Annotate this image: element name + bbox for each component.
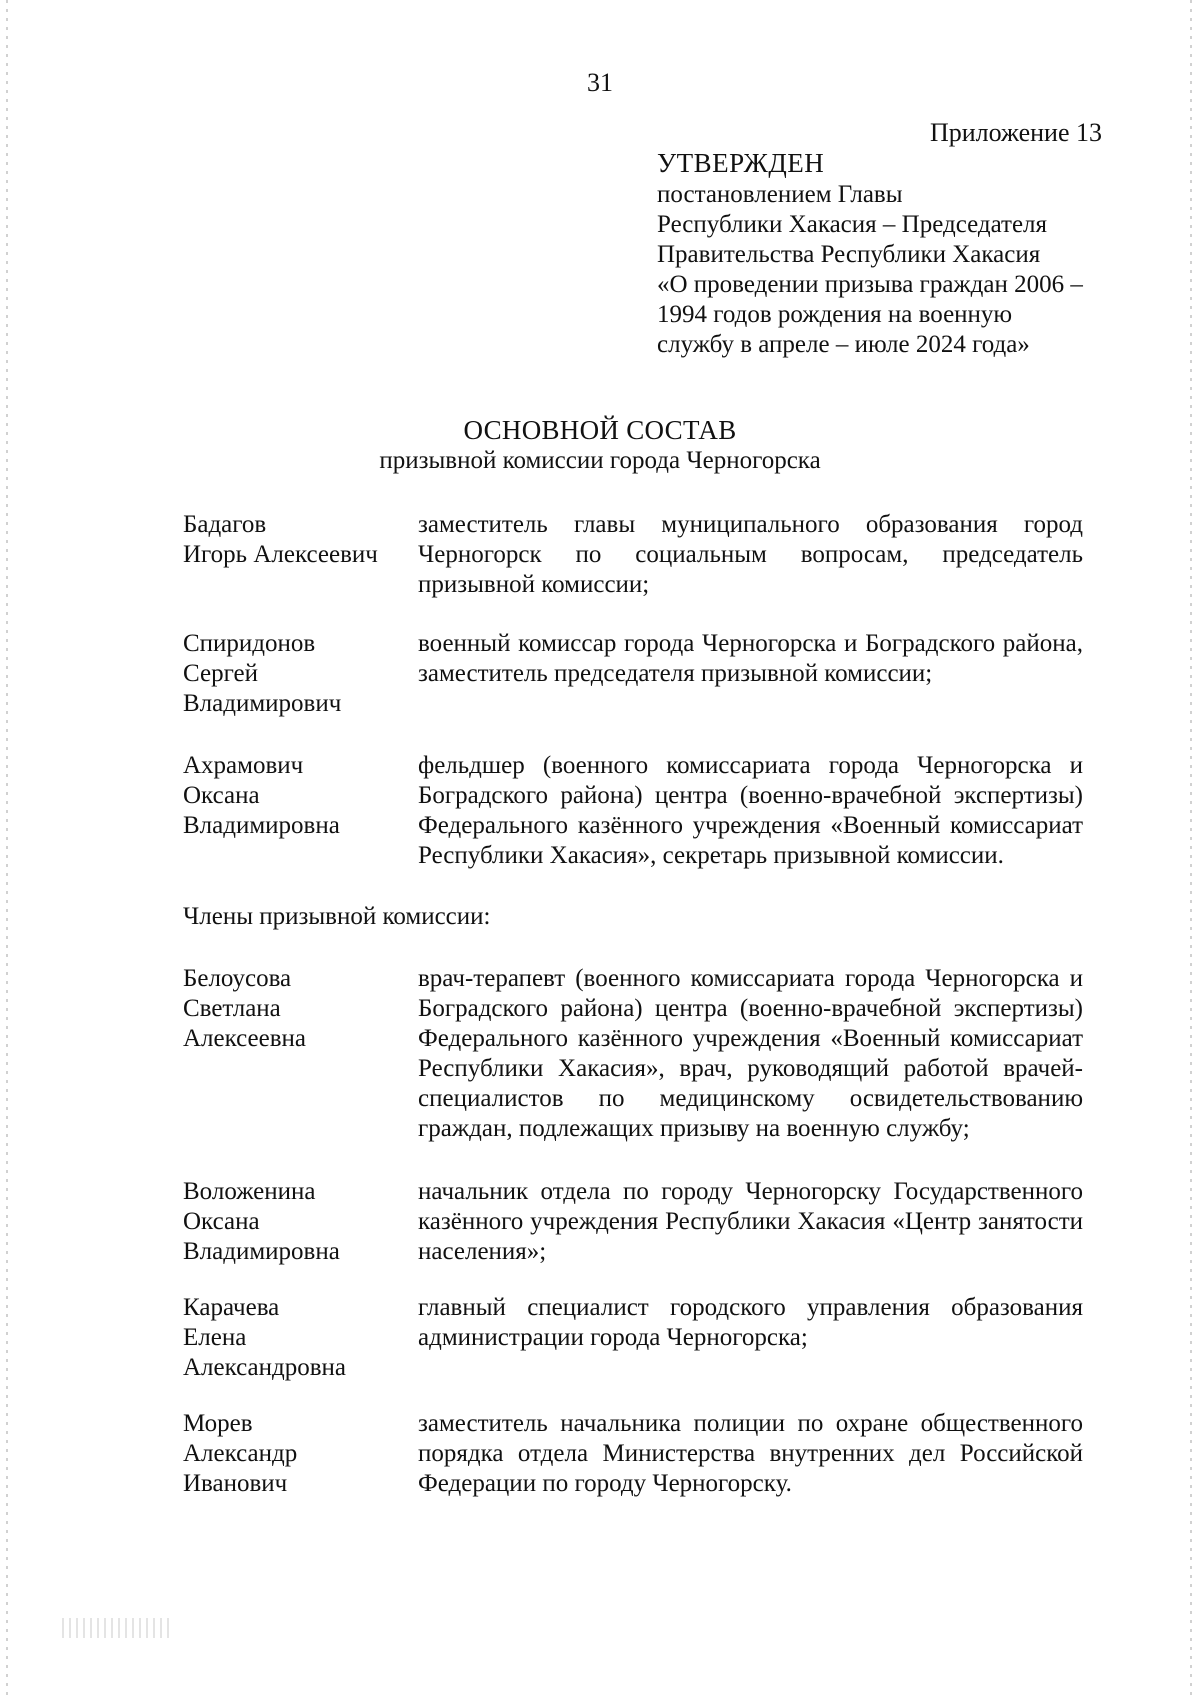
page-number: 31 bbox=[587, 68, 613, 97]
first-name: Светлана bbox=[183, 995, 281, 1022]
surname: Карачева bbox=[183, 1294, 280, 1321]
surname: Бадагов bbox=[183, 511, 267, 538]
first-name: Оксана bbox=[183, 782, 260, 809]
approval-block bbox=[657, 148, 1102, 360]
surname: Спиридонов bbox=[183, 630, 316, 657]
patronymic: Владимировна bbox=[183, 812, 340, 839]
person-position: военный комиссар города Черногорска и Боградского района, заместитель председателя призывной комиссии; bbox=[418, 630, 1083, 687]
person-position: фельдшер (военного комиссариата города Черногорска и Боградского района) центра (военно-врачебной экспертизы) Федерального казённого учреждения «Военный комиссариат Республики Хакасия», секретарь призывной комиссии. bbox=[418, 752, 1083, 869]
approval-line: 1994 годов рождения на военную bbox=[657, 301, 1013, 328]
document-subtitle: призывной комиссии города Черногорска bbox=[379, 447, 821, 474]
approved-heading: УТВЕРЖДЕН bbox=[657, 148, 825, 178]
document-title: ОСНОВНОЙ СОСТАВ bbox=[463, 415, 737, 445]
patronymic: Алексеевна bbox=[183, 1025, 307, 1052]
person-name bbox=[183, 629, 413, 719]
person-name bbox=[183, 1409, 413, 1499]
approval-line: Правительства Республики Хакасия bbox=[657, 241, 1041, 268]
approval-line: Республики Хакасия – Председателя bbox=[657, 211, 1048, 238]
first-name: Оксана bbox=[183, 1208, 260, 1235]
person-position: главный специалист городского управления образования администрации города Черногорска; bbox=[418, 1294, 1083, 1351]
person-position: врач-терапевт (военного комиссариата города Черногорска и Боградского района) центра (военно-врачебной экспертизы) Федерального казённого учреждения «Военный комиссариат Республики Хакасия», врач, руководящий работой врачей-специалистов по медицинскому освидетельствованию граждан, подлежащих призыву на военную службу; bbox=[418, 965, 1083, 1142]
patronymic: Иванович bbox=[183, 1470, 288, 1497]
person-name bbox=[183, 964, 413, 1054]
first-name: Елена bbox=[183, 1324, 247, 1351]
person-name bbox=[183, 751, 413, 841]
person-name bbox=[183, 1293, 413, 1383]
surname: Воложенина bbox=[183, 1178, 316, 1205]
person-position: заместитель начальника полиции по охране общественного порядка отдела Министерства внутренних дел Российской Федерации по городу Черногорску. bbox=[418, 1410, 1083, 1497]
scan-edge-right bbox=[1190, 0, 1192, 1698]
scan-artifact bbox=[62, 1618, 172, 1638]
person-name bbox=[183, 510, 413, 570]
person-position: начальник отдела по городу Черногорску Государственного казённого учреждения Республики Хакасия «Центр занятости населения»; bbox=[418, 1178, 1083, 1265]
members-heading: Члены призывной комиссии: bbox=[183, 903, 491, 930]
scan-edge-left bbox=[6, 0, 8, 1698]
person-position: заместитель главы муниципального образования город Черногорск по социальным вопросам, председатель призывной комиссии; bbox=[418, 511, 1083, 598]
given-names: Игорь Алексеевич bbox=[183, 541, 378, 568]
first-name: Сергей bbox=[183, 660, 258, 687]
surname: Ахрамович bbox=[183, 752, 304, 779]
approval-line: постановлением Главы bbox=[657, 181, 903, 208]
patronymic: Владимирович bbox=[183, 690, 342, 717]
approval-line: «О проведении призыва граждан 2006 – bbox=[657, 271, 1083, 298]
surname: Морев bbox=[183, 1410, 253, 1437]
patronymic: Владимировна bbox=[183, 1238, 340, 1265]
patronymic: Александровна bbox=[183, 1354, 347, 1381]
person-name bbox=[183, 1177, 413, 1267]
surname: Белоусова bbox=[183, 965, 292, 992]
approval-line: службу в апреле – июле 2024 года» bbox=[657, 331, 1030, 358]
first-name: Александр bbox=[183, 1440, 298, 1467]
appendix-label: Приложение 13 bbox=[929, 118, 1102, 147]
